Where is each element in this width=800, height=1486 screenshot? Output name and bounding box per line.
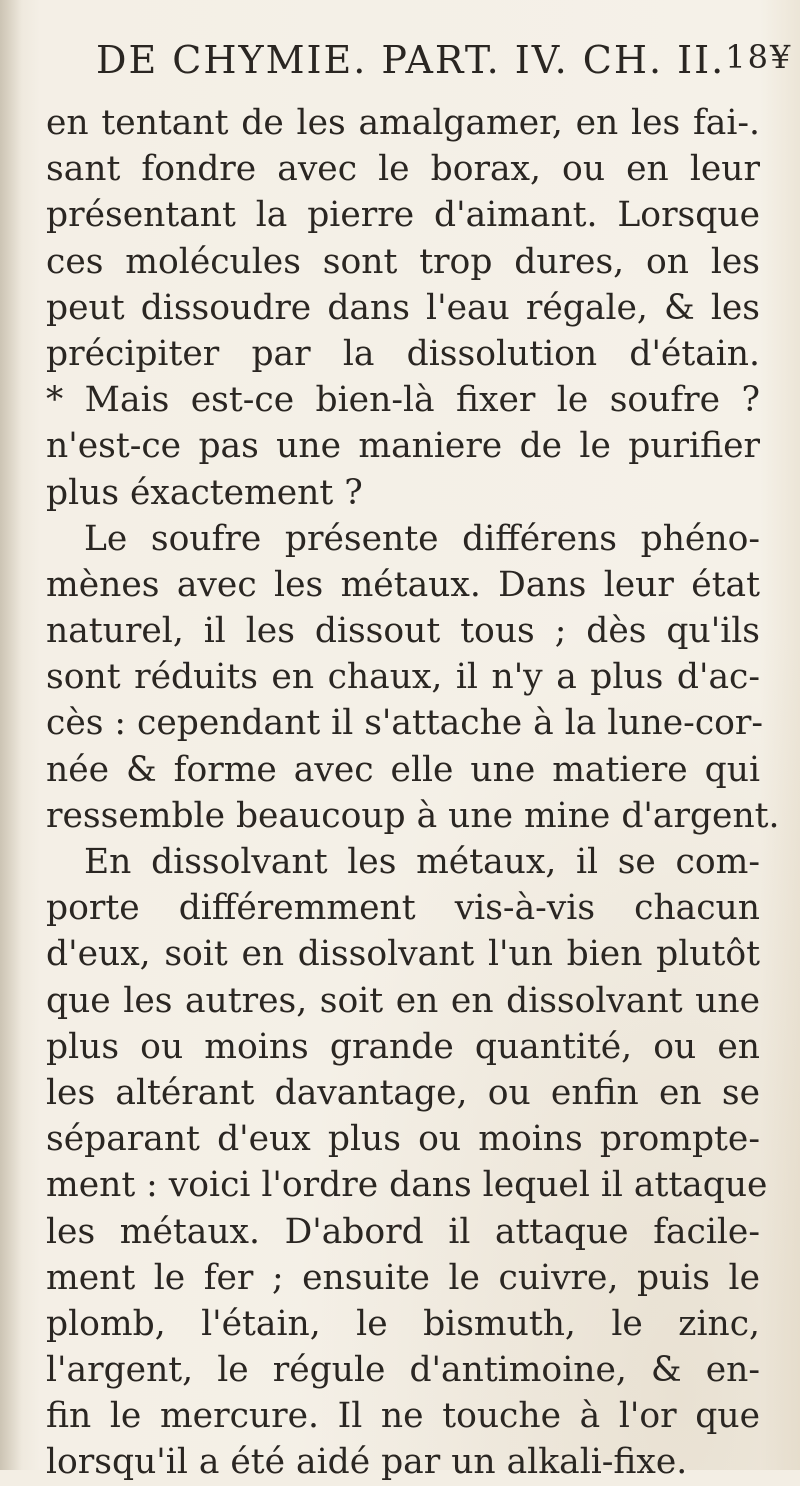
text-line: fin le mercure. Il ne touche à l'or que (46, 1396, 760, 1437)
text-line: Le soufre présente différens phéno- (84, 518, 760, 559)
page-number: 18¥ (725, 38, 793, 76)
text-line: porte différemment vis-à-vis chacun (46, 888, 760, 929)
text-line: ces molécules sont trop dures, on les (46, 241, 760, 282)
text-line: plus ou moins grande quantité, ou en (46, 1026, 760, 1067)
text-line: ressemble beaucoup à une mine d'argent. (46, 795, 780, 836)
text-line: sont réduits en chaux, il n'y a plus d'ac- (46, 657, 760, 698)
page-body-text (46, 100, 780, 1486)
text-line: * Mais est-ce bien-là fixer le soufre ? (46, 380, 760, 421)
running-header (96, 38, 793, 82)
text-line: l'argent, le régule d'antimoine, & en- (46, 1350, 760, 1391)
text-line: d'eux, soit en dissolvant l'un bien plutôt (46, 934, 760, 975)
text-line: mènes avec les métaux. Dans leur état (46, 564, 760, 605)
text-line: séparant d'eux plus ou moins prompte- (46, 1119, 760, 1160)
page-edge-shadow (0, 0, 22, 1470)
text-line: naturel, il les dissout tous ; dès qu'ils (46, 611, 760, 652)
text-line: précipiter par la dissolution d'étain. (46, 333, 760, 374)
text-line: plus éxactement ? (46, 472, 363, 513)
text-line: ment le fer ; ensuite le cuivre, puis le (46, 1257, 760, 1298)
text-line: n'est-ce pas une maniere de le purifier (46, 426, 760, 467)
text-line: les altérant davantage, ou enfin en se (46, 1072, 760, 1113)
text-line: les métaux. D'abord il attaque facile- (46, 1211, 760, 1252)
text-line: ment : voici l'ordre dans lequel il attaque (46, 1165, 768, 1206)
text-line: présentant la pierre d'aimant. Lorsque (46, 195, 760, 236)
text-line: peut dissoudre dans l'eau régale, & les (46, 287, 760, 328)
text-line: lorsqu'il a été aidé par un alkali-fixe. (46, 1442, 688, 1483)
running-title: DE CHYMIE. PART. IV. CH. II. (96, 38, 726, 82)
text-line: en tentant de les amalgamer, en les fai-. (46, 103, 760, 143)
text-line: que les autres, soit en en dissolvant une (46, 980, 760, 1021)
text-line: En dissolvant les métaux, il se com- (84, 842, 760, 882)
text-line: née & forme avec elle une matiere qui (46, 749, 760, 790)
text-line: sant fondre avec le borax, ou en leur (46, 149, 760, 190)
text-line: cès : cependant il s'attache à la lune-cor- (46, 703, 764, 744)
text-line: plomb, l'étain, le bismuth, le zinc, (46, 1303, 760, 1344)
